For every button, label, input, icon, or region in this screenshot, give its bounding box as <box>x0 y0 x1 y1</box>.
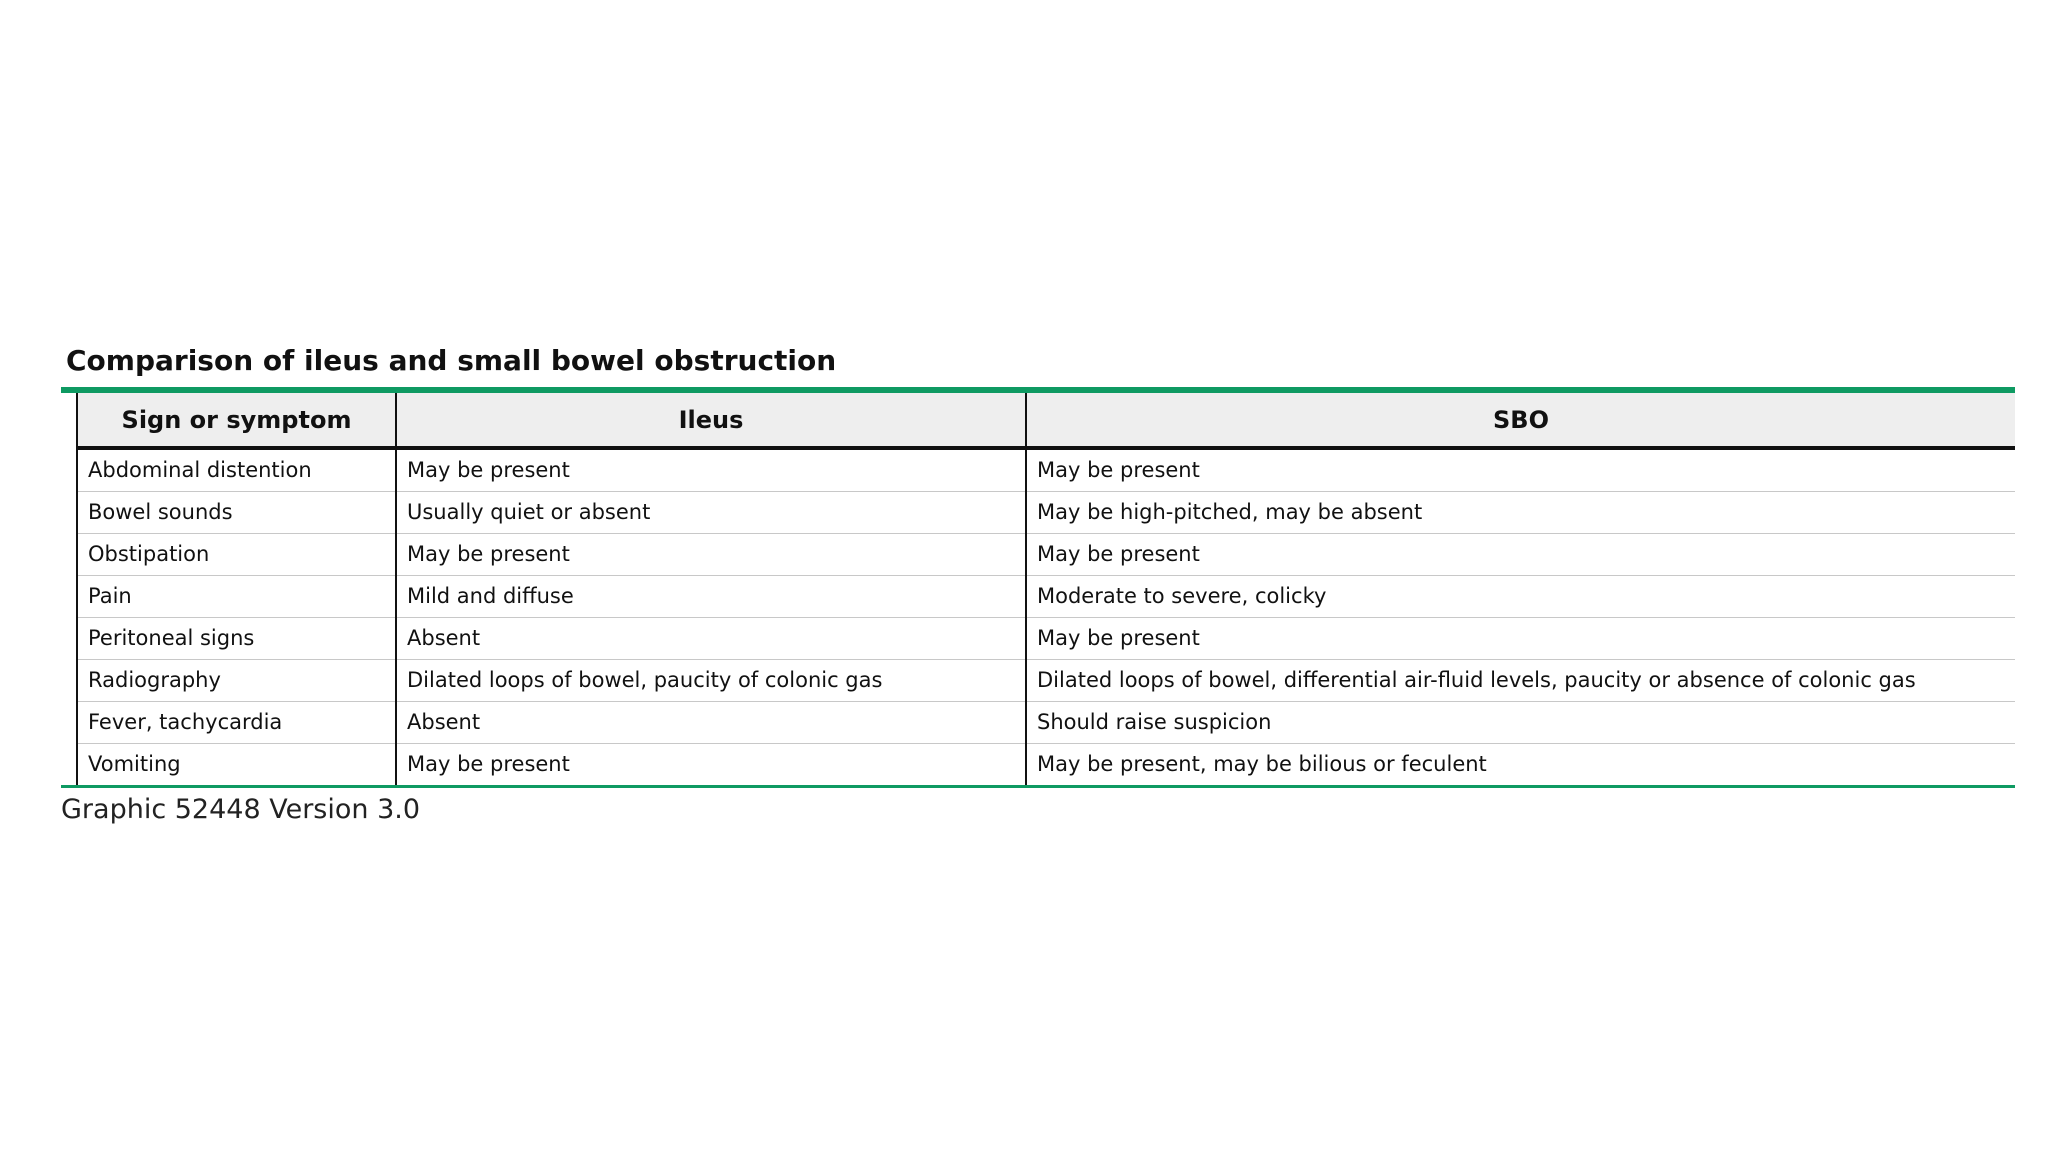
cell-sbo: Dilated loops of bowel, differential air-fluid levels, paucity or absence of colonic gas <box>1026 660 2015 702</box>
table-container <box>61 387 2015 788</box>
cell-sign: Radiography <box>77 660 396 702</box>
cell-sbo: Moderate to severe, colicky <box>1026 576 2015 618</box>
cell-ileus: Dilated loops of bowel, paucity of colonic gas <box>396 660 1026 702</box>
cell-sbo: May be present, may be bilious or feculent <box>1026 744 2015 786</box>
cell-sign: Abdominal distention <box>77 448 396 492</box>
cell-ileus: May be present <box>396 534 1026 576</box>
cell-sbo: May be high-pitched, may be absent <box>1026 492 2015 534</box>
cell-ileus: Absent <box>396 702 1026 744</box>
table-row <box>77 702 2015 744</box>
cell-sign: Pain <box>77 576 396 618</box>
cell-ileus: Mild and diffuse <box>396 576 1026 618</box>
comparison-table <box>76 393 2015 785</box>
table-row <box>77 448 2015 492</box>
table-row <box>77 534 2015 576</box>
cell-sign: Bowel sounds <box>77 492 396 534</box>
cell-ileus: May be present <box>396 448 1026 492</box>
cell-sign: Obstipation <box>77 534 396 576</box>
cell-sign: Vomiting <box>77 744 396 786</box>
cell-sbo: May be present <box>1026 618 2015 660</box>
cell-sbo: Should raise suspicion <box>1026 702 2015 744</box>
column-header-sbo: SBO <box>1026 393 2015 448</box>
cell-sbo: May be present <box>1026 534 2015 576</box>
cell-sbo: May be present <box>1026 448 2015 492</box>
table-row <box>77 660 2015 702</box>
cell-ileus: May be present <box>396 744 1026 786</box>
column-header-sign-or-symptom: Sign or symptom <box>77 393 396 448</box>
column-header-ileus: Ileus <box>396 393 1026 448</box>
cell-ileus: Usually quiet or absent <box>396 492 1026 534</box>
table-header-row <box>77 393 2015 448</box>
cell-ileus: Absent <box>396 618 1026 660</box>
graphic-version-caption: Graphic 52448 Version 3.0 <box>61 794 421 825</box>
figure <box>61 340 2015 830</box>
table-row <box>77 492 2015 534</box>
cell-sign: Peritoneal signs <box>77 618 396 660</box>
table-title: Comparison of ileus and small bowel obstruction <box>66 344 837 377</box>
cell-sign: Fever, tachycardia <box>77 702 396 744</box>
table-row <box>77 576 2015 618</box>
table-row <box>77 618 2015 660</box>
table-row <box>77 744 2015 786</box>
